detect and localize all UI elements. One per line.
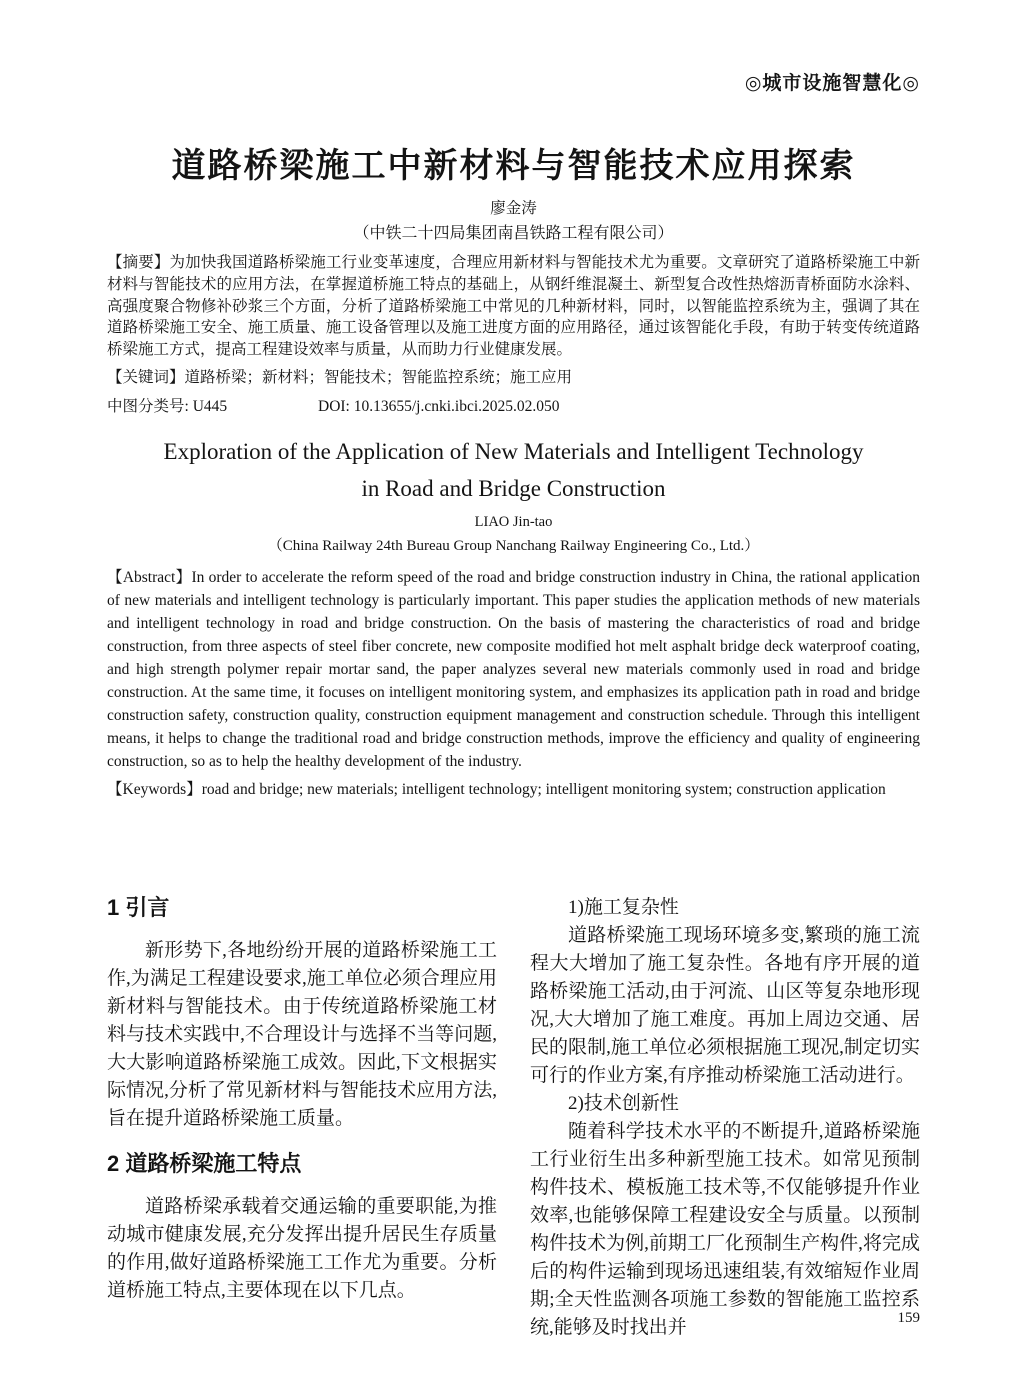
body-columns	[107, 894, 920, 1342]
article-title-cn: 道路桥梁施工中新材料与智能技术应用探索	[171, 148, 856, 185]
characteristics-paragraph: 道路桥梁承载着交通运输的重要职能,为推动城市健康发展,充分发挥出提升居民生存质量的作用,做好道路桥梁施工工作尤为重要。分析道桥施工特点,主要体现在以下几点。	[107, 1195, 497, 1301]
column-header-tag: ◎城市设施智慧化◎	[744, 73, 920, 94]
keywords-en: 【Keywords】road and bridge; new materials; intelligent technology; intelligent monitoring system; construction application	[107, 780, 886, 798]
keywords-cn: 【关键词】道路桥梁；新材料；智能技术；智能监控系统；施工应用	[107, 368, 573, 386]
clc-label: 中图分类号:	[107, 397, 193, 415]
doi	[318, 396, 560, 418]
section-heading-characteristics: 2 道路桥梁施工特点	[107, 1150, 302, 1176]
author-name-en: LIAO Jin-tao	[474, 513, 553, 530]
introduction-paragraph: 新形势下,各地纷纷开展的道路桥梁施工工作,为满足工程建设要求,施工单位必须合理应用新材料与智能技术。由于传统道路桥梁施工材料与技术实践中,不合理设计与选择不当等问题,大大影响道路桥梁施工成效。因此,下文根据实际情况,分析了常见新材料与智能技术应用方法,旨在提升道路桥梁施工质量。	[107, 939, 497, 1129]
page-number: 159	[897, 1310, 920, 1326]
clc-value: U445	[192, 397, 228, 415]
classification-doi-row	[107, 396, 920, 418]
article-title-en-line2: in Road and Bridge Construction	[361, 475, 666, 501]
article-title-en	[107, 433, 920, 507]
left-column	[107, 894, 497, 1342]
technical-innovation-paragraph: 随着科学技术水平的不断提升,道路桥梁施工行业衍生出多种新型施工技术。如常见预制构件技术、模板施工技术等,不仅能够提升作业效率,也能够保障工程建设安全与质量。以预制构件技术为例,前期工厂化预制生产构件,将完成后的构件运输到现场迅速组装,有效缩短作业周期;全天性监测各项施工参数的智能施工监控系统,能够及时找出并	[530, 1120, 920, 1338]
affiliation-en: （China Railway 24th Bureau Group Nanchang Railway Engineering Co., Ltd.）	[267, 537, 760, 554]
doi-label: DOI:	[318, 397, 354, 415]
construction-complexity-paragraph: 道路桥梁施工现场环境多变,繁琐的施工流程大大增加了施工复杂性。各地有序开展的道路桥梁施工活动,由于河流、山区等复杂地形现况,大大增加了施工难度。再加上周边交通、居民的限制,施工单位必须根据施工现况,制定切实可行的作业方案,有序推动桥梁施工活动进行。	[530, 924, 920, 1086]
clc-number	[107, 396, 318, 418]
affiliation-cn: （中铁二十四局集团南昌铁路工程有限公司）	[353, 225, 674, 242]
abstract-en: 【Abstract】In order to accelerate the reform speed of the road and bridge construction industry in China, the rational application of new materials and intelligent technology is particularly important. This paper studies the application methods of new materials and intelligent technology in road and bridge construction. On the basis of mastering the characteristics of road and bridge construction, from three aspects of steel fiber concrete, new composite modified hot melt asphalt bridge deck waterproof coating, and high strength polymer repair mortar sand, the paper analyzes several new materials commonly used in road and bridge construction. At the same time, it focuses on intelligent monitoring system, and emphasizes its application path in road and bridge construction safety, construction quality, construction equipment management and construction schedule. Through this intelligent means, it helps to change the traditional road and bridge construction methods, improve the efficiency and quality of engineering construction, so as to help the healthy development of the industry.	[107, 568, 920, 770]
doi-value: 10.13655/j.cnki.ibci.2025.02.050	[353, 397, 560, 415]
subheading-technical-innovation: 2)技术创新性	[568, 1092, 679, 1114]
article-title-en-line1: Exploration of the Application of New Materials and Intelligent Technology	[163, 438, 864, 464]
author-name-cn: 廖金涛	[490, 200, 537, 217]
right-column	[530, 894, 920, 1342]
abstract-cn: 【摘要】为加快我国道路桥梁施工行业变革速度，合理应用新材料与智能技术尤为重要。文章研究了道路桥梁施工中新材料与智能技术的应用方法，在掌握道桥施工特点的基础上，从钢纤维混凝土、新型复合改性热熔沥青桥面防水涂料、高强度聚合物修补砂浆三个方面，分析了道路桥梁施工中常见的几种新材料，同时，以智能监控系统为主，强调了其在道路桥梁施工安全、施工质量、施工设备管理以及施工进度方面的应用路径，通过该智能化手段，有助于转变传统道路桥梁施工方式，提高工程建设效率与质量，从而助力行业健康发展。	[107, 254, 920, 359]
subheading-construction-complexity: 1)施工复杂性	[568, 896, 679, 918]
section-heading-introduction: 1 引言	[107, 894, 170, 920]
